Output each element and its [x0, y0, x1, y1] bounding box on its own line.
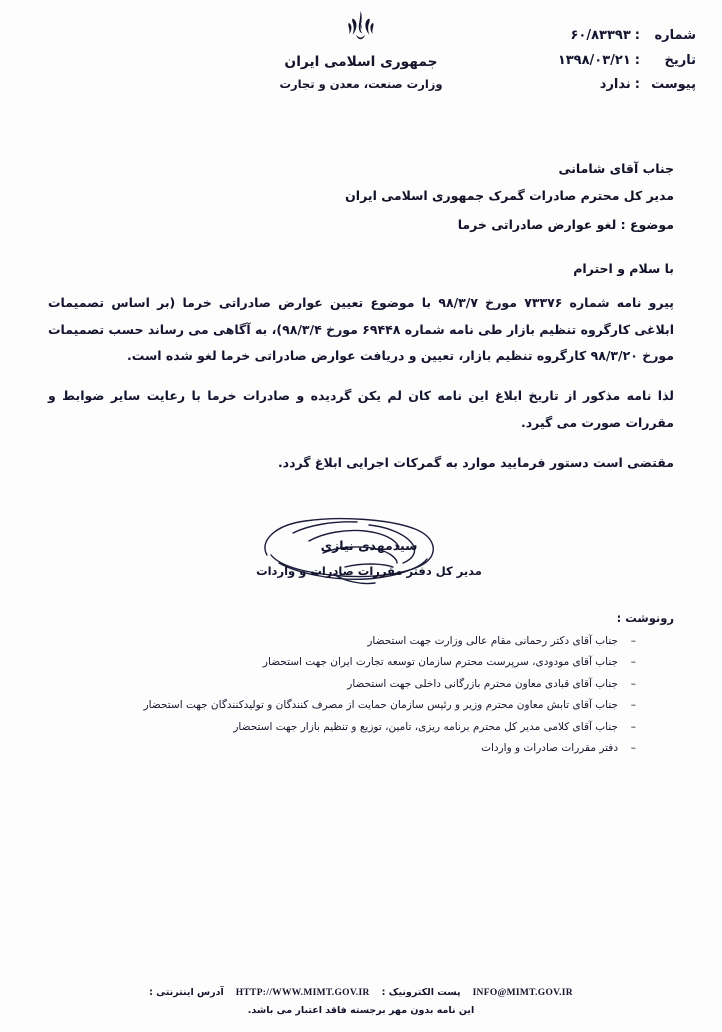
meta-sep-number: :	[634, 28, 640, 43]
list-item: – جناب آقای تابش معاون محترم وزیر و رئیس سازمان حمایت از مصرف کنندگان و تولیدکنندگان جهت استحضار	[48, 695, 636, 717]
letter-paragraph-3: مقتضی است دستور فرمایید موارد به گمرکات اجرایی ابلاغ گردد.	[277, 455, 674, 470]
letter-greeting: با سلام و احترام	[573, 260, 674, 276]
meta-row-attachment	[558, 73, 696, 98]
meta-value-date: ۱۳۹۸/۰۳/۲۱	[557, 52, 631, 68]
organization-name: جمهوری اسلامی ایران	[284, 54, 438, 70]
footer-email-label: پست الکترونیک :	[381, 987, 461, 998]
list-item: – جناب آقای کلامی مدیر کل محترم برنامه ریزی، تامین، توزیع و تنظیم بازار جهت استحضار	[48, 717, 636, 739]
list-item: – دفتر مقررات صادرات و واردات	[48, 738, 636, 760]
addressee-block	[48, 156, 674, 239]
list-item: – جناب آقای دکتر رحمانی مقام عالی وزارت جهت استحضار	[48, 631, 636, 653]
footer-email: INFO@MIMT.GOV.IR	[472, 988, 573, 998]
meta-row-date	[558, 49, 696, 74]
meta-label-date: تاریخ	[664, 52, 696, 68]
addressee-line-2: مدیر کل محترم صادرات گمرک جمهوری اسلامی ایران	[345, 187, 674, 203]
footer-address-label: آدرس اینترنتی :	[149, 987, 224, 998]
meta-row-number	[558, 24, 696, 49]
list-item: – جناب آقای مودودی، سرپرست محترم سازمان توسعه تجارت ایران جهت استحضار	[48, 652, 636, 674]
signatory-title: مدیر کل دفتر مقررات صادرات و واردات	[256, 564, 482, 579]
cc-list	[48, 631, 674, 760]
iran-emblem-icon	[338, 8, 384, 52]
ministry-name: وزارت صنعت، معدن و تجارت	[279, 77, 443, 91]
letter-footer	[0, 987, 722, 1016]
addressee-line-1: جناب آقای شامانی	[558, 161, 674, 176]
letter-body	[0, 134, 722, 760]
cc-title: رونوشت :	[616, 610, 674, 625]
signature-text	[239, 533, 499, 583]
letter-paragraph-2: لذا نامه مذکور از تاریخ ابلاغ این نامه کان لم یکن گردیده و صادرات خرما با رعایت سایر ضوابط و مقررات صورت می گیرد.	[48, 388, 674, 431]
meta-value-number: ۶۰/۸۳۳۹۳	[570, 28, 631, 43]
letterhead	[0, 0, 722, 134]
cc-section	[48, 611, 674, 760]
meta-value-attachment: ندارد	[599, 77, 631, 93]
letter-subject: موضوع : لغو عوارض صادراتی خرما	[457, 216, 674, 232]
meta-label-attachment: پیوست	[651, 77, 696, 93]
footer-note: این نامه بدون مهر برجسته فاقد اعتبار می باشد.	[247, 1005, 475, 1016]
footer-website[interactable]: HTTP://WWW.MIMT.GOV.IR	[235, 988, 370, 998]
signatory-name: سیدمهدی نیازی	[320, 537, 418, 553]
meta-label-number: شماره	[654, 28, 696, 43]
footer-contact-line	[0, 987, 722, 998]
meta-sep-date: :	[634, 52, 640, 68]
list-item: – جناب آقای قبادی معاون محترم بازرگانی داخلی جهت استحضار	[48, 674, 636, 696]
meta-sep-attachment: :	[634, 77, 640, 93]
signature-block	[48, 511, 674, 607]
letter-metadata	[558, 24, 696, 98]
letter-paragraph-1: پیرو نامه شماره ۷۳۳۷۶ مورخ ۹۸/۳/۷ با موضوع تعیین عوارض صادراتی خرما (بر اساس تصمیمات ابلاغی کارگروه تنظیم بازار طی نامه شماره ۶۹۴۴۸ مورخ ۹۸/۳/۴)، به آگاهی می رساند حسب تصمیمات مورخ ۹۸/۳/۲۰ کارگروه تنظیم بازار، تعیین و دریافت عوارض صادراتی خرما لغو شده است.	[48, 294, 674, 364]
